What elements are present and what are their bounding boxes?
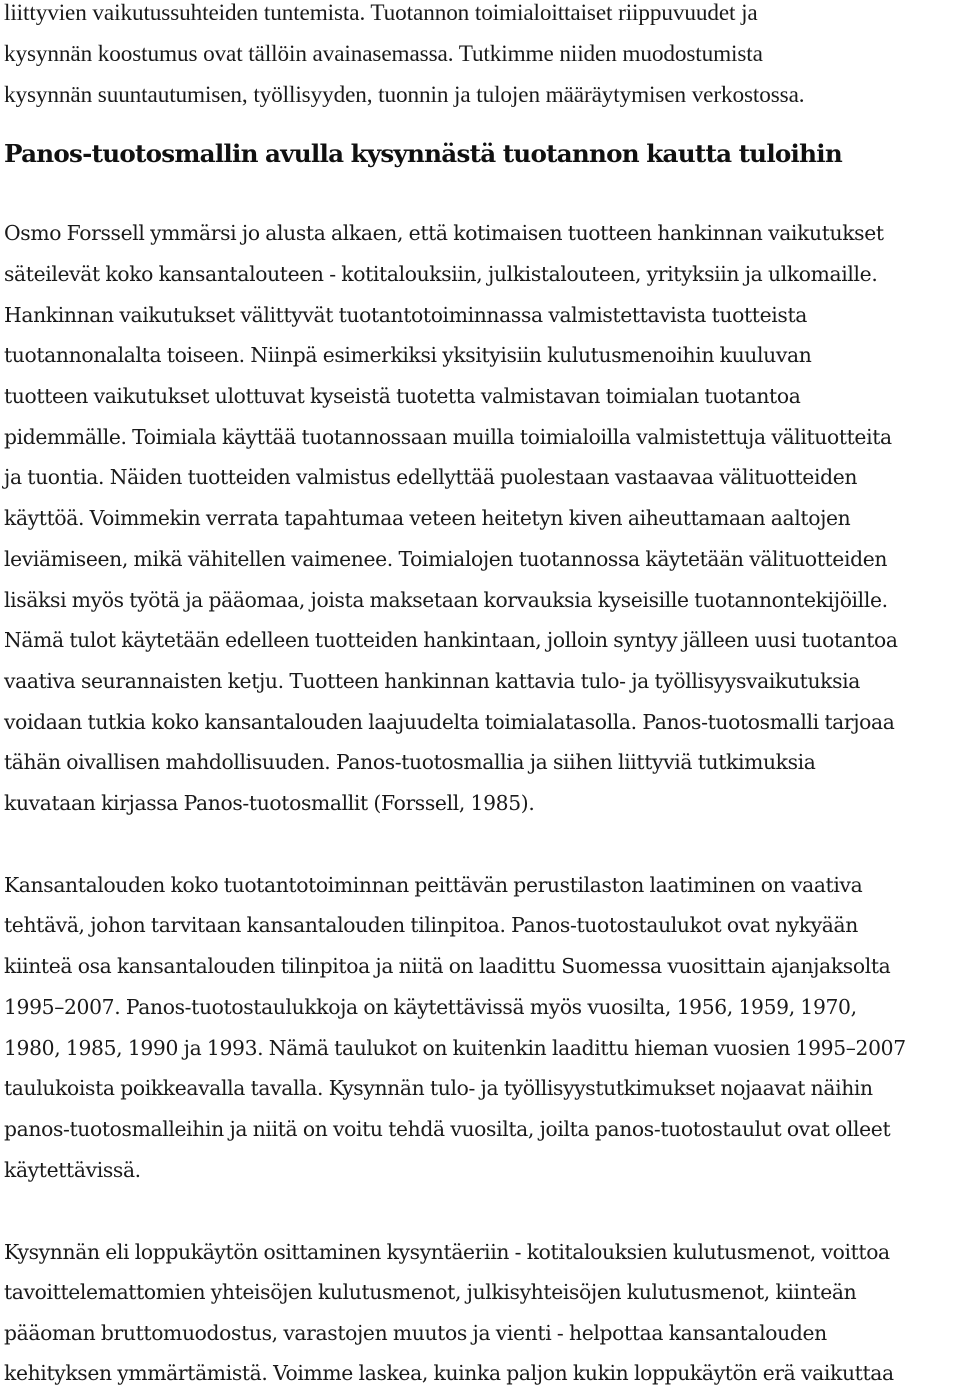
paragraph-line: Osmo Forssell ymmärsi jo alusta alkaen, että kotimaisen tuotteen hankinnan vaikutukset <box>4 221 884 245</box>
paragraph-line: taulukoista poikkeavalla tavalla. Kysynnän tulo- ja työllisyystutkimukset nojaavat näihin <box>4 1076 873 1100</box>
intro-line-3: kysynnän suuntautumisen, työllisyyden, tuonnin ja tulojen määräytymisen verkostossa. <box>4 82 805 108</box>
paragraph-line: Nämä tulot käytetään edelleen tuotteiden hankintaan, jolloin syntyy jälleen uusi tuotantoa <box>4 628 898 652</box>
paragraph-line: 1995–2007. Panos-tuotostaulukkoja on käytettävissä myös vuosilta, 1956, 1959, 1970, <box>4 995 857 1019</box>
paragraph-line: tehtävä, johon tarvitaan kansantalouden tilinpitoa. Panos-tuotostaulukot ovat nykyään <box>4 913 859 937</box>
paragraph-line: kuvataan kirjassa Panos-tuotosmallit (Forssell, 1985). <box>4 791 535 815</box>
paragraph-line: lisäksi myös työtä ja pääomaa, joista maksetaan korvauksia kyseisille tuotannontekijöille. <box>4 588 888 612</box>
paragraph-line: tavoittelemattomien yhteisöjen kulutusmenot, julkisyhteisöjen kulutusmenot, kiinteän <box>4 1280 857 1304</box>
paragraph-line: kiinteä osa kansantalouden tilinpitoa ja niitä on laadittu Suomessa vuosittain ajanjaksolta <box>4 954 891 978</box>
paragraph-line: tuotteen vaikutukset ulottuvat kyseistä tuotetta valmistavan toimialan tuotantoa <box>4 384 801 408</box>
section-heading: Panos-tuotosmallin avulla kysynnästä tuotannon kautta tuloihin <box>4 139 843 168</box>
paragraph-line: säteilevät koko kansantalouteen - kotitalouksiin, julkistalouteen, yrityksiin ja ulkomaille. <box>4 262 878 286</box>
paragraph-line: leviämiseen, mikä vähitellen vaimenee. Toimialojen tuotannossa käytetään välituotteiden <box>4 547 888 571</box>
paragraph-line: vaativa seurannaisten ketju. Tuotteen hankinnan kattavia tulo- ja työllisyysvaikutuksia <box>4 669 861 693</box>
intro-line-1: liittyvien vaikutussuhteiden tuntemista. Tuotannon toimialoittaiset riippuvuudet ja <box>4 0 758 26</box>
paragraph-line: käyttöä. Voimmekin verrata tapahtumaa veteen heitetyn kiven aiheuttamaan aaltojen <box>4 506 851 530</box>
paragraph-line: tähän oivallisen mahdollisuuden. Panos-tuotosmallia ja siihen liittyviä tutkimuksia <box>4 750 816 774</box>
paragraph-line: panos-tuotosmalleihin ja niitä on voitu tehdä vuosilta, joilta panos-tuotostaulut ovat olleet <box>4 1117 891 1141</box>
paragraph-line: 1980, 1985, 1990 ja 1993. Nämä taulukot on kuitenkin laadittu hieman vuosien 1995–2007 <box>4 1036 906 1060</box>
paragraph-line: Kysynnän eli loppukäytön osittaminen kysyntäeriin - kotitalouksien kulutusmenot, voittoa <box>4 1240 890 1264</box>
paragraph-line: ja tuontia. Näiden tuotteiden valmistus edellyttää puolestaan vastaavaa välituotteiden <box>4 465 858 489</box>
paragraph-line: käytettävissä. <box>4 1158 141 1182</box>
paragraph-line: Hankinnan vaikutukset välittyvät tuotantotoiminnassa valmistettavista tuotteista <box>4 303 807 327</box>
intro-line-2: kysynnän koostumus ovat tällöin avainasemassa. Tutkimme niiden muodostumista <box>4 41 763 67</box>
paragraph-line: kehityksen ymmärtämistä. Voimme laskea, kuinka paljon kukin loppukäytön erä vaikuttaa <box>4 1361 894 1385</box>
paragraph-line: pidemmälle. Toimiala käyttää tuotannossaan muilla toimialoilla valmistettuja välituotteita <box>4 425 892 449</box>
paragraph-line: pääoman bruttomuodostus, varastojen muutos ja vienti - helpottaa kansantalouden <box>4 1321 827 1345</box>
paragraph-line: voidaan tutkia koko kansantalouden laajuudelta toimialatasolla. Panos-tuotosmalli tarjoaa <box>4 710 895 734</box>
paragraph-line: tuotannonalalta toiseen. Niinpä esimerkiksi yksityisiin kulutusmenoihin kuuluvan <box>4 343 812 367</box>
paragraph-line: Kansantalouden koko tuotantotoiminnan peittävän perustilaston laatiminen on vaativa <box>4 873 863 897</box>
